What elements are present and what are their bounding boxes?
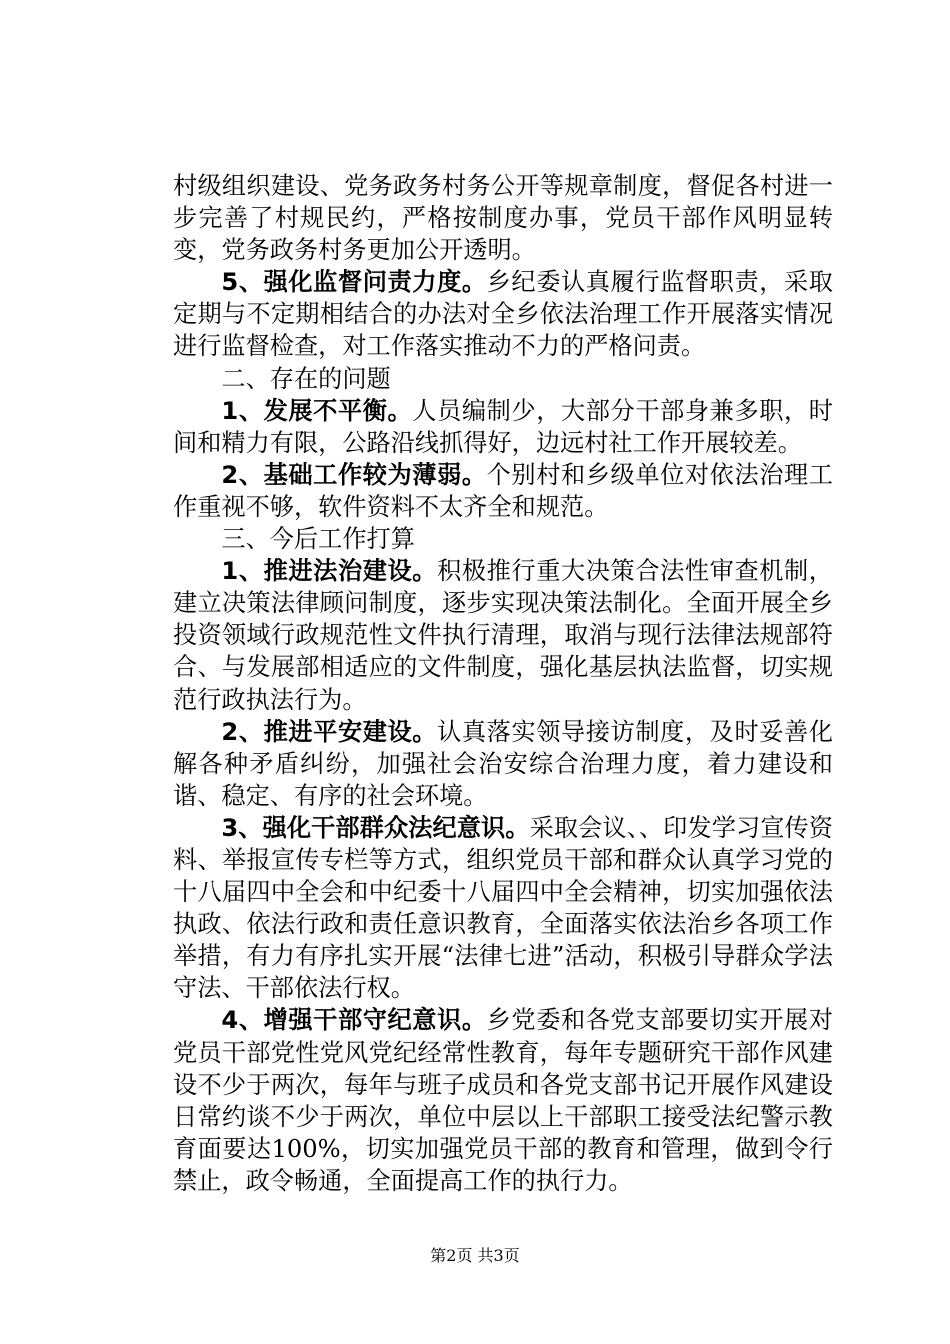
paragraph-6-text: 三、今后工作打算 — [221, 525, 415, 554]
paragraph-4 — [173, 395, 833, 459]
paragraph-7-lead: 1、推进法治建设。 — [221, 557, 438, 586]
paragraph-4-text: 人员编制少，大部分干部身兼多职，时间和精力有限，公路沿线抓得好，边远村社工作开展较差。 — [173, 396, 833, 457]
paragraph-8 — [173, 716, 833, 812]
paragraph-9-lead: 3、强化干部群众法纪意识。 — [221, 813, 530, 842]
paragraph-10-text: 乡党委和各党支部要切实开展对党员干部党性党风党纪经常性教育，每年专题研究干部作风建设不少于两次，每年与班子成员和各党支部书记开展作风建设日常约谈不少于两次，单位中层以上干部职工接受法纪警示教育面要达100%，切实加强党员干部的教育和管理，做到令行禁止，政令畅通，全面提高工作的执行力。 — [173, 1006, 833, 1195]
document-body — [173, 170, 833, 1197]
paragraph-5-lead: 2、基础工作较为薄弱。 — [221, 460, 487, 489]
paragraph-2 — [173, 266, 833, 362]
paragraph-5 — [173, 459, 833, 523]
section-heading-2 — [173, 363, 833, 395]
paragraph-8-lead: 2、推进平安建设。 — [221, 717, 438, 746]
paragraph-2-text: 乡纪委认真履行监督职责，采取定期与不定期相结合的办法对全乡依法治理工作开展落实情况进行监督检查，对工作落实推动不力的严格问责。 — [173, 268, 833, 361]
paragraph-8-text: 认真落实领导接访制度，及时妥善化解各种矛盾纠纷，加强社会治安综合治理力度，着力建设和谐、稳定、有序的社会环境。 — [173, 717, 833, 810]
paragraph-3-text: 二、存在的问题 — [221, 364, 391, 393]
paragraph-10-lead: 4、增强干部守纪意识。 — [221, 1006, 487, 1035]
paragraph-1-text: 村级组织建设、党务政务村务公开等规章制度，督促各村进一步完善了村规民约，严格按制度办事，党员干部作风明显转变，党务政务村务更加公开透明。 — [173, 172, 833, 265]
paragraph-10 — [173, 1004, 833, 1197]
paragraph-5-text: 个别村和乡级单位对依法治理工作重视不够，软件资料不太齐全和规范。 — [173, 460, 833, 521]
paragraph-7-text: 积极推行重大决策合法性审查机制，建立决策法律顾问制度，逐步实现决策法制化。全面开展全乡投资领域行政规范性文件执行清理，取消与现行法律法规部符合、与发展部相适应的文件制度，强化基层执法监督，切实规范行政执法行为。 — [173, 557, 833, 714]
section-heading-3 — [173, 523, 833, 555]
paragraph-9-text: 采取会议、、印发学习宣传资料、举报宣传专栏等方式，组织党员干部和群众认真学习党的十八届四中全会和中纪委十八届四中全会精神，切实加强依法执政、依法行政和责任意识教育，全面落实依法治乡各项工作举措，有力有序扎实开展“法律七进”活动，积极引导群众学法守法、干部依法行权。 — [173, 813, 833, 1003]
paragraph-4-lead: 1、发展不平衡。 — [221, 396, 413, 425]
page-footer: 第2页 共3页 — [430, 1246, 520, 1265]
paragraph-9 — [173, 812, 833, 1005]
paragraph-7 — [173, 555, 833, 715]
paragraph-1 — [173, 170, 833, 266]
paragraph-2-lead: 5、强化监督问责力度。 — [221, 268, 487, 297]
